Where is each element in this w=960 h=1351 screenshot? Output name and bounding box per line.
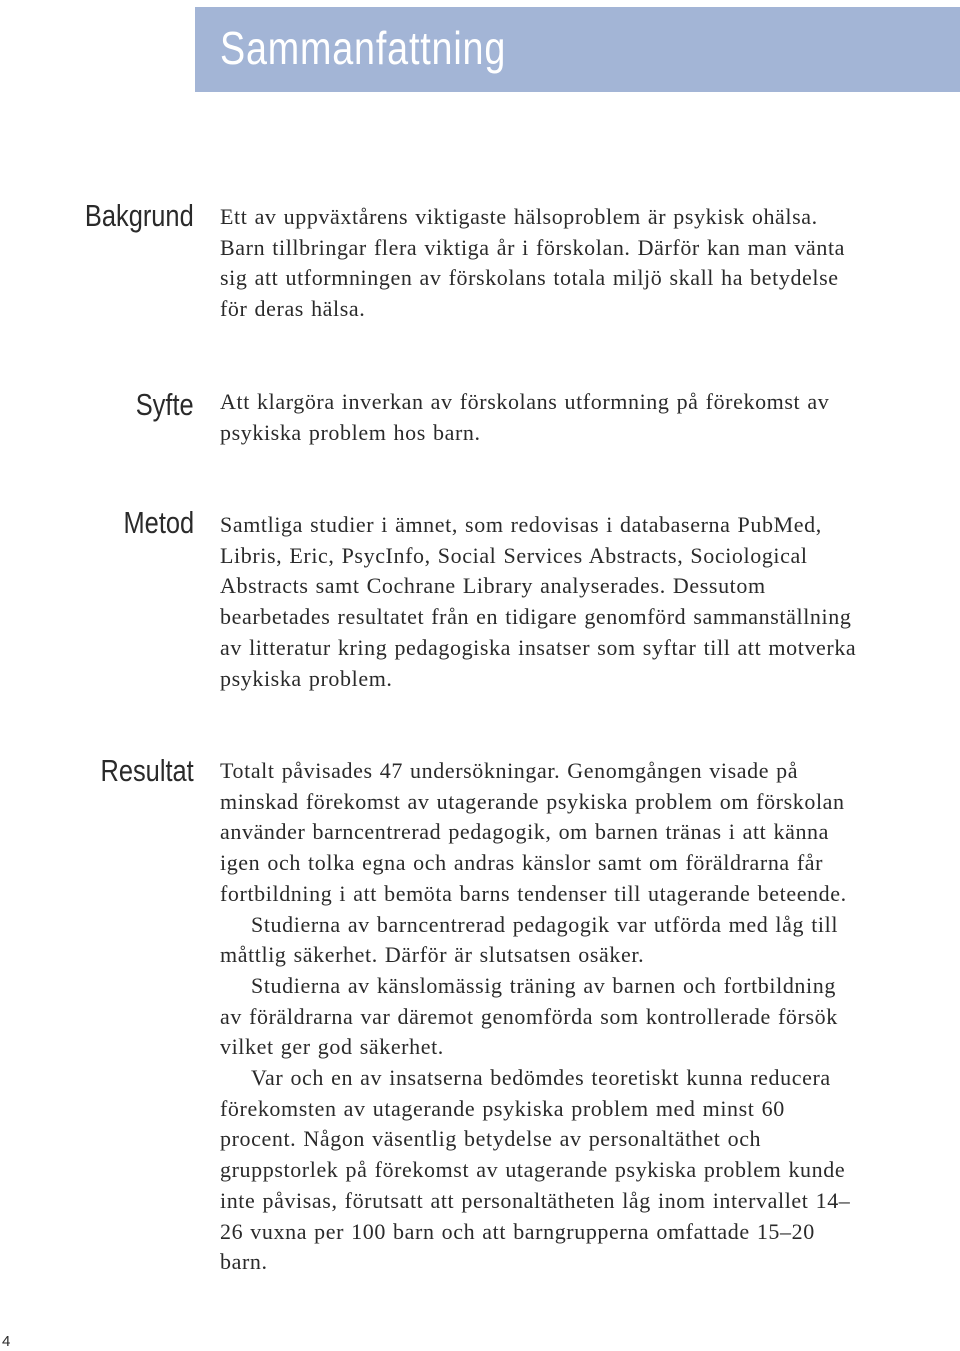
paragraph: Studierna av barncentrerad pedagogik var utförda med låg till måttlig säkerhet. Därför är slutsatsen osäker. (220, 911, 839, 968)
paragraph: Att klargöra inverkan av förskolans utformning på förekomst av psykiska problem hos barn. (220, 389, 830, 445)
paragraph: Ett av uppväxtårens viktigaste hälsoproblem är psykisk ohälsa. Barn tillbringar flera viktiga år i förskolan. Därför kan man vänta sig att utformningen av förskolans totala miljö skall ha betydelse för deras hälsa. (220, 204, 846, 322)
title-banner (195, 7, 960, 92)
page-title: Sammanfattning (220, 22, 507, 74)
section-label-bakgrund: Bakgrund (85, 198, 194, 233)
section-label-resultat: Resultat (100, 753, 194, 788)
section-body-bakgrund (220, 202, 860, 325)
section-body-resultat (220, 756, 860, 1278)
paragraph: Totalt påvisades 47 undersökningar. Genomgången visade på minskad förekomst av utagerande psykiska problem om förskolan använder barncentrerad pedagogik, om barnen tränas i att känna igen och tolka egna och andras känslor samt om föräldrarna får fortbildning i att bemöta barns tendenser till utagerande beteende. (220, 758, 847, 906)
section-label-syfte: Syfte (136, 387, 194, 422)
page-number: 4 (2, 1333, 11, 1350)
paragraph: Var och en av insatserna bedömdes teoretiskt kunna reducera förekomsten av utagerande psykiska problem med minst 60 procent. Någon väsentlig betydelse av personaltäthet och gruppstorlek på förekomst av utagerande psykiska problem kunde inte påvisas, förutsatt att personaltätheten låg inom intervallet 14–26 vuxna per 100 barn och att barngrupperna omfattade 15–20 barn. (220, 1065, 851, 1275)
paragraph: Studierna av känslomässig träning av barnen och fortbildning av föräldrarna var däremot genomförda som kontrollerade försök vilket ger god säkerhet. (220, 972, 838, 1060)
section-body-syfte (220, 387, 860, 448)
paragraph: Samtliga studier i ämnet, som redovisas i databaserna PubMed, Libris, Eric, PsycInfo, Social Services Abstracts, Sociological Abstracts samt Cochrane Library analyserades. Dessutom bearbetades resultatet från en tidigare genomförd sammanställning av litteratur kring pedagogiska insatser som syftar till att motverka psykiska problem. (220, 512, 857, 691)
section-label-metod: Metod (123, 505, 194, 540)
section-body-metod (220, 510, 860, 694)
